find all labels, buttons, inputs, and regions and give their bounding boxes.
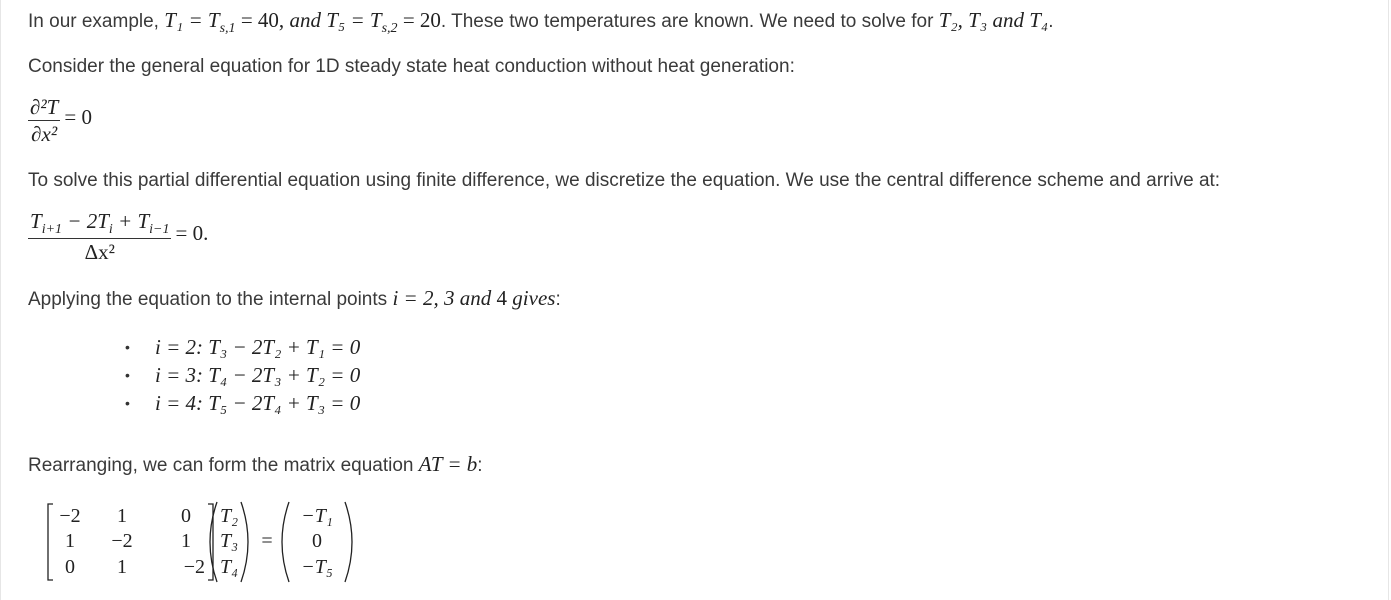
bullet-dot: • <box>125 339 130 355</box>
vector-t-cell: T₃ <box>219 530 239 552</box>
bullet-label: i = 3: <box>155 363 203 387</box>
bullet-equation: T₃ − 2T₂ + T₁ = 0 <box>208 335 361 359</box>
apply-colon: : <box>555 289 561 310</box>
apply-indices: i = 2, 3 <box>392 286 455 310</box>
vector-t-cell: T₄ <box>219 556 239 578</box>
intro-eq2-lhs: T₅ = T <box>326 8 382 32</box>
matrix-equals: = <box>261 530 273 552</box>
bullet-equation: T₄ − 2T₃ + T₂ = 0 <box>208 363 361 387</box>
discretize-text: To solve this partial differential equation using finite difference, we discretize the equation. We use the central difference scheme and arrive at: <box>28 170 1221 191</box>
intro-end: . <box>1048 11 1054 32</box>
rearrange-prefix: Rearranging, we can form the matrix equation <box>28 455 414 476</box>
vector-b-cell: 0 <box>312 530 322 552</box>
fd-fraction <box>28 210 171 263</box>
intro-eq2-sub: s,2 <box>381 21 398 36</box>
vector-b-right-paren <box>345 502 352 582</box>
vector-b-cell: −T₅ <box>301 556 333 578</box>
pde-equation <box>28 96 92 145</box>
matrix-a-cell: 1 <box>65 530 75 552</box>
intro-prefix: In our example, <box>28 11 159 32</box>
intro-last-unknown: T₄ <box>1029 8 1049 32</box>
intro-eq1-sub: s,1 <box>219 21 236 36</box>
finite-difference-equation <box>28 210 208 263</box>
matrix-a-cell: −2 <box>111 530 133 552</box>
intro-eq2-value: = 20 <box>402 8 441 32</box>
intro-and-2: and <box>992 8 1024 32</box>
fd-numerator: $T_{i+1} - 2T_i + T_{i-1}$ <box>30 209 170 237</box>
apply-and: and <box>459 286 492 310</box>
intro-paragraph <box>28 8 1053 36</box>
pde-denominator: ∂x² <box>31 122 58 146</box>
internal-point-equations <box>125 333 360 417</box>
pde-rhs: = 0 <box>64 105 92 130</box>
pde-fraction <box>28 96 60 145</box>
bullet-dot: • <box>125 395 130 411</box>
intro-and-1: and <box>289 8 321 32</box>
matrix-a-cell: −2 <box>183 556 205 578</box>
matrix-a-cell: 1 <box>181 530 191 552</box>
apply-prefix: Applying the equation to the internal points <box>28 289 388 310</box>
intro-eq1 <box>164 8 236 36</box>
intro-eq2 <box>326 8 398 36</box>
bullet-dot: • <box>125 367 130 383</box>
matrix-equation <box>45 500 355 584</box>
apply-paragraph <box>28 286 561 312</box>
matrix-a-cell: 1 <box>117 505 127 527</box>
intro-eq1-value: = 40, <box>240 8 285 32</box>
list-item <box>125 389 360 417</box>
fd-denominator: Δx² <box>84 240 115 264</box>
apply-four: 4 <box>496 286 508 310</box>
bullet-equation: T₅ − 2T₄ + T₃ = 0 <box>208 391 361 415</box>
pde-numerator: ∂²T <box>30 95 59 119</box>
apply-gives: gives <box>512 286 556 310</box>
intro-unknowns: T₂, T₃ <box>938 8 988 32</box>
matrix-a-cell: 0 <box>181 505 191 527</box>
fd-rhs: = 0. <box>175 221 209 246</box>
matrix-a-cell: −2 <box>59 505 81 527</box>
vector-t-cell: T₂ <box>219 505 239 527</box>
matrix-a-cell: 1 <box>117 556 127 578</box>
vector-b-left-paren <box>282 502 289 582</box>
vector-b-cell: −T₁ <box>301 505 333 527</box>
intro-middle: . These two temperatures are known. We need to solve for <box>440 11 934 32</box>
bullet-label: i = 4: <box>155 391 203 415</box>
list-item <box>125 361 360 389</box>
general-equation-text: Consider the general equation for 1D steady state heat conduction without heat generation: <box>28 56 795 77</box>
matrix-a-cell: 0 <box>65 556 75 578</box>
bullet-label: i = 2: <box>155 335 203 359</box>
intro-eq1-lhs: T₁ = T <box>164 8 220 32</box>
rearrange-matrix-eq: AT = b <box>418 452 478 476</box>
list-item <box>125 333 360 361</box>
rearrange-paragraph <box>28 452 483 478</box>
rearrange-colon: : <box>477 455 483 476</box>
